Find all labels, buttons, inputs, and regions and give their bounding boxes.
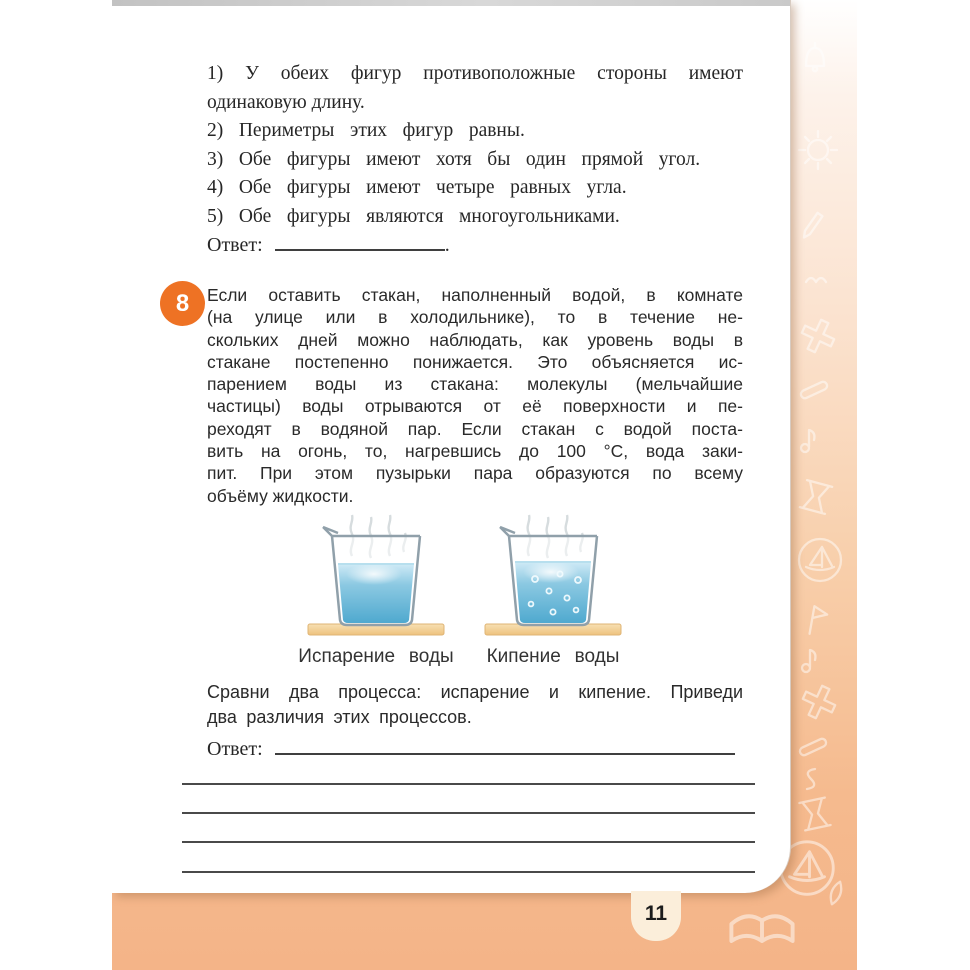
task-text-line: частицы) воды отрываются от её поверхности и пе- [207, 396, 743, 417]
evaporation-figure [286, 512, 466, 668]
workbook-page [112, 0, 791, 893]
task-text-line: реходят в водяной пар. Если стакан с водой поста- [207, 418, 743, 439]
figure-caption: Испарение воды [298, 646, 454, 667]
compare-line: два различия этих процессов. [207, 707, 472, 727]
task-text-line: (на улице или в холодильнике), то в течение не- [207, 307, 743, 328]
statement-line: 1) У обеих фигур противоположные стороны имеют [207, 63, 743, 84]
task-text-line: объёму жидкости. [207, 485, 354, 506]
answer-period: . [444, 234, 450, 256]
statement-line: 3) Обе фигуры имеют хотя бы один прямой угол. [207, 148, 701, 170]
task-text-line: парением воды из стакана: молекулы (мельчайшие [207, 374, 743, 395]
answer-blank-line [275, 735, 735, 755]
compare-line: Сравни два процесса: испарение и кипение. Приведи [207, 682, 743, 702]
task-text-line: вить на огонь, то, нагревшись до 100 °С, вода заки- [207, 441, 743, 462]
task-text-line: стакане постепенно понижается. Это объясняется ис- [207, 351, 743, 372]
evaporation-beaker-illustration [286, 512, 466, 638]
task-text-line: скольких дней можно наблюдать, как уровень воды в [207, 329, 743, 350]
answer-line [182, 841, 755, 843]
answer-row [207, 735, 735, 761]
answer-line [182, 871, 755, 873]
statement-line: 4) Обе фигуры имеют четыре равных угла. [207, 177, 627, 198]
answer-label: Ответ: [207, 234, 263, 256]
workbook-photo [112, 0, 857, 970]
answer-row [207, 231, 450, 257]
statement-line: одинаковую длину. [207, 91, 365, 113]
boiling-beaker-illustration [463, 512, 643, 638]
page-number: 11 [644, 902, 668, 925]
page-top-edge [112, 0, 790, 6]
answer-blank-line [275, 231, 445, 251]
page-number-tab [631, 891, 681, 941]
statement-line: 5) Обе фигуры являются многоугольниками. [207, 205, 620, 227]
answer-line [182, 812, 755, 814]
task-number-badge: 8 [160, 281, 205, 326]
figure-caption: Кипение воды [486, 646, 620, 667]
task-text-line: пит. При этом пузырьки пара образуются по всему [207, 463, 743, 484]
task-text [207, 284, 743, 507]
answer-line [182, 783, 755, 785]
task-text-line: Если оставить стакан, наполненный водой, в комнате [207, 285, 743, 305]
boiling-figure [463, 512, 643, 668]
answer-label: Ответ: [207, 738, 263, 760]
statements-list [207, 60, 743, 231]
compare-task-text [207, 680, 743, 730]
statement-line: 2) Периметры этих фигур равны. [207, 120, 525, 141]
